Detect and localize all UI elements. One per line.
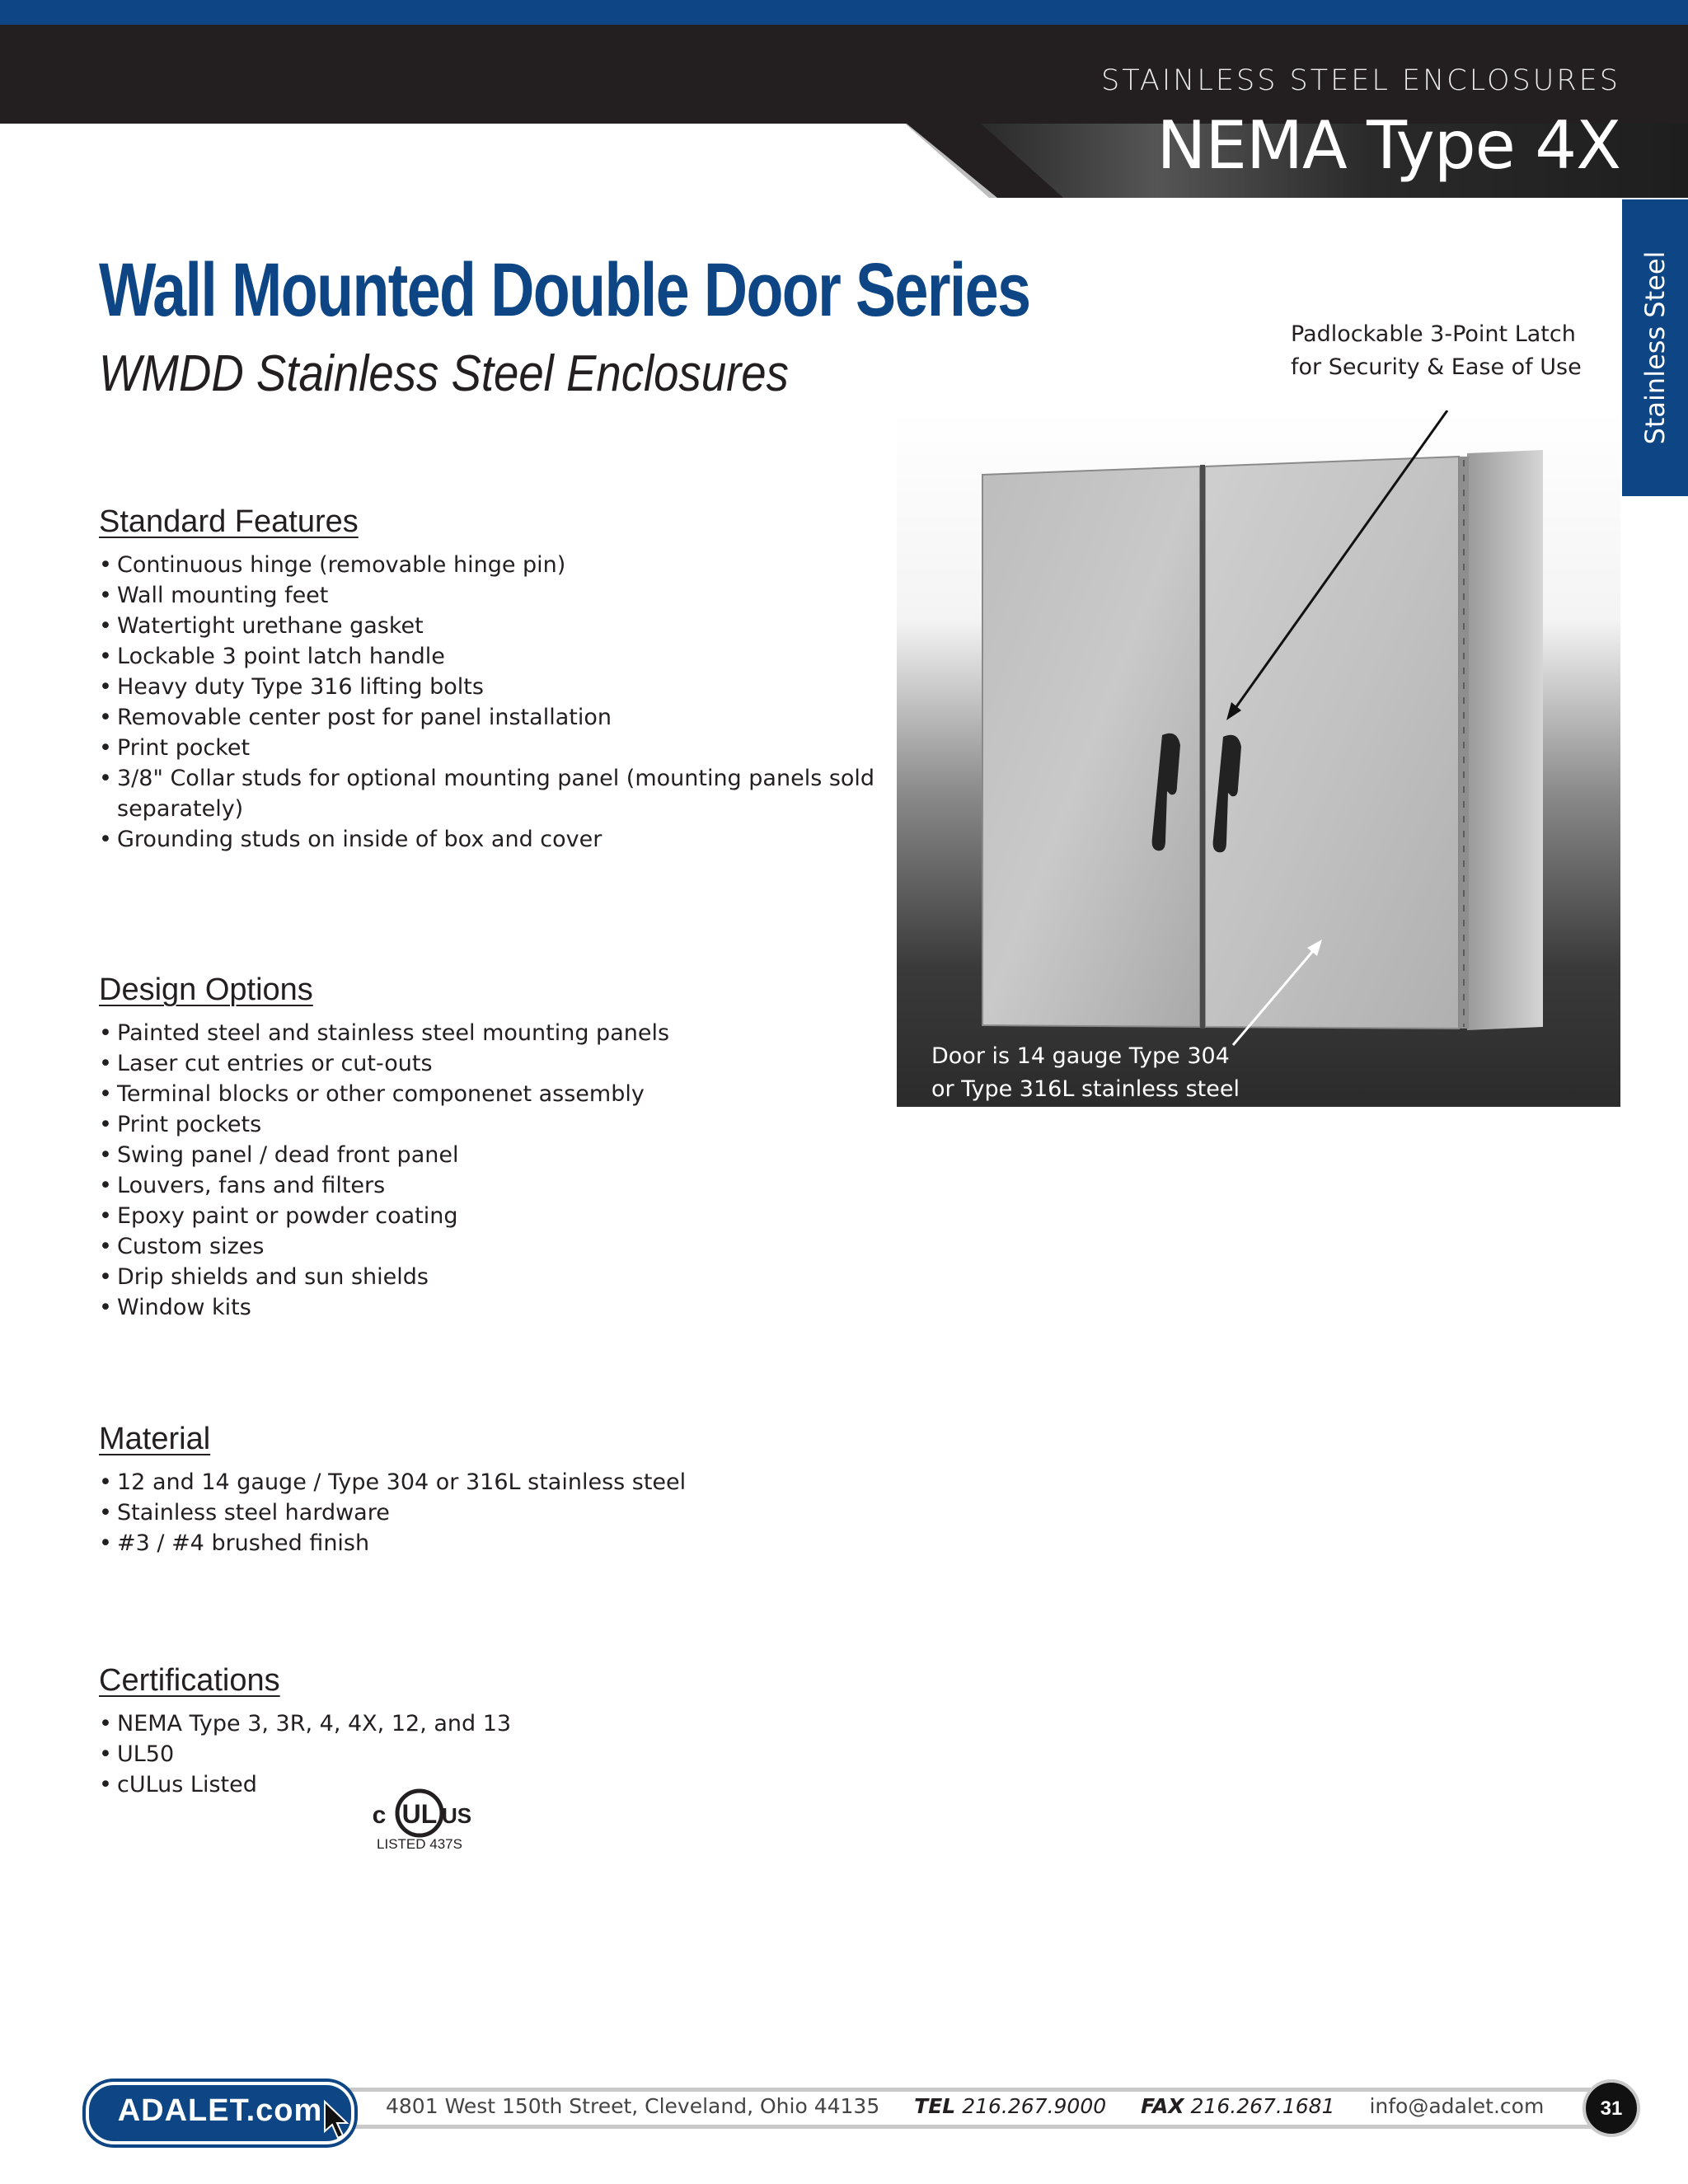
callout-door xyxy=(931,1040,1240,1106)
section-design-options xyxy=(99,972,923,1323)
list-item: • UL50 xyxy=(99,1739,923,1769)
ul-mark-c: c xyxy=(372,1802,387,1829)
ul-mark-text: UL xyxy=(401,1799,438,1829)
enclosure-image xyxy=(897,410,1620,1107)
header-title: NEMA Type 4X xyxy=(1156,107,1620,184)
section-certifications xyxy=(99,1663,923,1800)
list-item: • NEMA Type 3, 3R, 4, 4X, 12, and 13 xyxy=(99,1708,923,1739)
callout-latch-line1: Padlockable 3-Point Latch xyxy=(1291,321,1576,347)
list-item: • Painted steel and stainless steel mounting panels xyxy=(99,1018,923,1048)
callout-latch xyxy=(1291,318,1582,384)
list-item: • Stainless steel hardware xyxy=(99,1497,923,1528)
footer-tel-label: TEL xyxy=(914,2094,956,2118)
product-photo xyxy=(897,410,1620,1107)
footer-brand-link[interactable] xyxy=(86,2082,354,2144)
page-number-badge xyxy=(1582,2079,1640,2137)
side-tab-label: Stainless Steel xyxy=(1639,251,1671,445)
list-item: • Terminal blocks or other componenet assembly xyxy=(99,1079,923,1109)
section-standard-features xyxy=(99,504,923,855)
list-item: • Heavy duty Type 316 lifting bolts xyxy=(99,672,923,702)
footer-fax-label: FAX xyxy=(1141,2094,1184,2118)
list-item: • Wall mounting feet xyxy=(99,580,923,611)
page-subtitle: WMDD Stainless Steel Enclosures xyxy=(99,345,789,402)
list-item: • 3/8" Collar studs for optional mounting panel (mounting panels sold separately) xyxy=(99,763,923,824)
feature-list xyxy=(99,550,923,855)
list-item: • Window kits xyxy=(99,1292,923,1323)
footer-brand-text: ADALET.com xyxy=(117,2093,323,2128)
section-heading: Design Options xyxy=(99,972,313,1007)
list-item: • Removable center post for panel installation xyxy=(99,702,923,733)
list-item: • #3 / #4 brushed finish xyxy=(99,1528,923,1558)
callout-door-line1: Door is 14 gauge Type 304 xyxy=(931,1043,1230,1069)
callout-door-line2: or Type 316L stainless steel xyxy=(931,1076,1240,1102)
list-item: • Continuous hinge (removable hinge pin) xyxy=(99,550,923,580)
list-item: • cULus Listed xyxy=(99,1769,923,1800)
side-tab xyxy=(1622,199,1688,496)
footer-email[interactable]: info@adalet.com xyxy=(1369,2094,1545,2118)
material-list xyxy=(99,1467,923,1558)
options-list xyxy=(99,1018,923,1323)
ul-mark-us: US xyxy=(441,1803,471,1828)
callout-latch-line2: for Security & Ease of Use xyxy=(1291,354,1582,380)
header-kicker: STAINLESS STEEL ENCLOSURES xyxy=(1101,64,1620,97)
footer-address: 4801 West 150th Street, Cleveland, Ohio 44135 xyxy=(386,2094,880,2118)
list-item: • Laser cut entries or cut-outs xyxy=(99,1048,923,1079)
list-item: • Louvers, fans and filters xyxy=(99,1170,923,1201)
section-material xyxy=(99,1422,923,1558)
list-item: • Custom sizes xyxy=(99,1231,923,1262)
list-item: • Grounding studs on inside of box and cover xyxy=(99,824,923,855)
list-item: • Swing panel / dead front panel xyxy=(99,1140,923,1170)
section-heading: Material xyxy=(99,1422,211,1456)
list-item: • 12 and 14 gauge / Type 304 or 316L stainless steel xyxy=(99,1467,923,1497)
top-accent-bar xyxy=(0,0,1688,25)
certifications-list xyxy=(99,1708,923,1800)
list-item: • Drip shields and sun shields xyxy=(99,1262,923,1292)
list-item: • Print pockets xyxy=(99,1109,923,1140)
footer-fax: 216.267.1681 xyxy=(1190,2094,1335,2118)
list-item: • Print pocket xyxy=(99,733,923,763)
list-item: • Lockable 3 point latch handle xyxy=(99,641,923,672)
list-item: • Epoxy paint or powder coating xyxy=(99,1201,923,1231)
cursor-arrow-icon xyxy=(323,2100,349,2139)
list-item: • Watertight urethane gasket xyxy=(99,611,923,641)
ul-listed-number: LISTED 437S xyxy=(377,1836,462,1852)
page-title: Wall Mounted Double Door Series xyxy=(99,248,1030,332)
section-heading: Certifications xyxy=(99,1663,280,1698)
section-heading: Standard Features xyxy=(99,504,359,539)
footer-tel[interactable]: 216.267.9000 xyxy=(962,2094,1107,2118)
page-number: 31 xyxy=(1600,2097,1623,2120)
footer-contact xyxy=(386,2094,1544,2118)
